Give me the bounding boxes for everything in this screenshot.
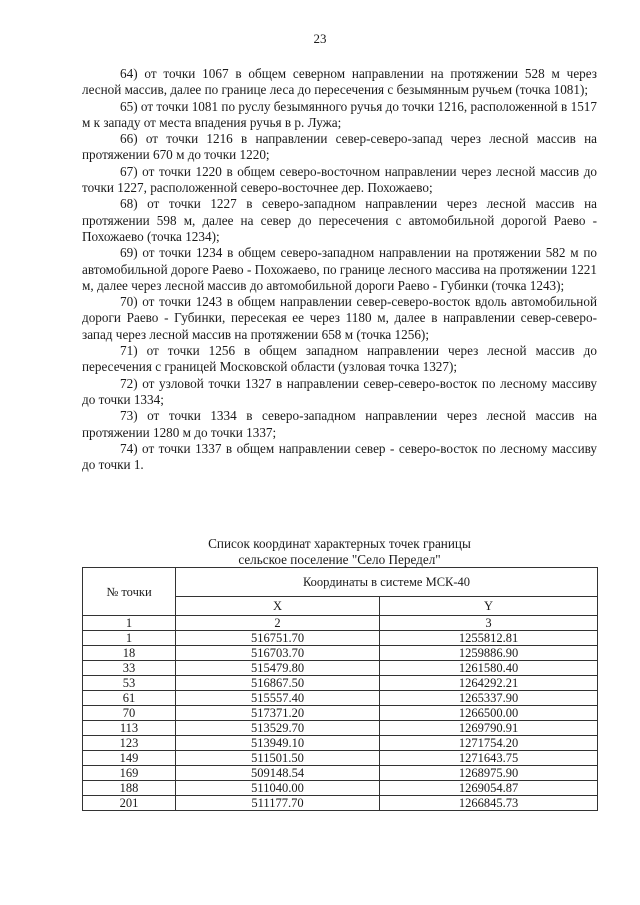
y-cell: 1269054.87: [380, 781, 598, 796]
header-point-number: № точки: [83, 568, 176, 616]
x-cell: 511040.00: [176, 781, 380, 796]
y-cell: 1255812.81: [380, 631, 598, 646]
x-cell: 515557.40: [176, 691, 380, 706]
table-row: [83, 796, 598, 811]
header-x: X: [176, 597, 380, 616]
point-cell: 1: [83, 631, 176, 646]
coordinates-table: [82, 567, 598, 811]
table-row: [83, 736, 598, 751]
table-row: [83, 721, 598, 736]
table-row: [83, 676, 598, 691]
point-cell: 61: [83, 691, 176, 706]
x-cell: 513949.10: [176, 736, 380, 751]
y-cell: 1264292.21: [380, 676, 598, 691]
table-row: [83, 631, 598, 646]
paragraph: 73) от точки 1334 в северо-западном направлении через лесной массив на протяжении 1280 м до точки 1337;: [82, 408, 597, 440]
x-cell: 511177.70: [176, 796, 380, 811]
paragraph: 72) от узловой точки 1327 в направлении север-северо-восток по лесному массиву до точки 1334;: [82, 375, 597, 407]
x-cell: 517371.20: [176, 706, 380, 721]
index-cell: 3: [380, 616, 598, 631]
y-cell: 1271643.75: [380, 751, 598, 766]
paragraph: 68) от точки 1227 в северо-западном направлении через лесной массив на протяжении 598 м, далее на север до пересечения с автомобильной дорогой Раево - Похожаево (точка 1234);: [82, 196, 597, 244]
caption-line: сельское поселение "Село Передел": [238, 552, 441, 567]
header-y: Y: [380, 597, 598, 616]
paragraph: 65) от точки 1081 по руслу безымянного ручья до точки 1216, расположенной в 1517 м к западу от места впадения ручья в р. Лужа;: [82, 98, 597, 130]
point-cell: 70: [83, 706, 176, 721]
x-cell: 516703.70: [176, 646, 380, 661]
y-cell: 1266845.73: [380, 796, 598, 811]
point-cell: 53: [83, 676, 176, 691]
point-cell: 113: [83, 721, 176, 736]
point-cell: 149: [83, 751, 176, 766]
x-cell: 511501.50: [176, 751, 380, 766]
table-row: [83, 646, 598, 661]
table-caption: [82, 536, 597, 568]
paragraph: 74) от точки 1337 в общем направлении север - северо-восток по лесному массиву до точки 1.: [82, 440, 597, 473]
y-cell: 1271754.20: [380, 736, 598, 751]
y-cell: 1266500.00: [380, 706, 598, 721]
y-cell: 1269790.91: [380, 721, 598, 736]
x-cell: 513529.70: [176, 721, 380, 736]
table-row: [83, 781, 598, 796]
table-row: [83, 706, 598, 721]
boundary-description: [82, 66, 597, 473]
table-row: [83, 751, 598, 766]
table-row: [83, 661, 598, 676]
paragraph: 66) от точки 1216 в направлении север-северо-запад через лесной массив на протяжении 670 м до точки 1220;: [82, 131, 597, 163]
point-cell: 201: [83, 796, 176, 811]
paragraph: 67) от точки 1220 в общем северо-восточном направлении через лесной массив до точки 1227, расположенной северо-восточнее дер. Похожаево;: [82, 163, 597, 196]
paragraph: 70) от точки 1243 в общем направлении север-северо-восток вдоль автомобильной дороги Раево - Губинки, пересекая ее через 1180 м, далее в направлении север-северо-запад через лесной массив на протяжении 658 м (точка 1256);: [82, 294, 597, 342]
y-cell: 1265337.90: [380, 691, 598, 706]
x-cell: 516867.50: [176, 676, 380, 691]
point-cell: 169: [83, 766, 176, 781]
page-number: 23: [313, 31, 327, 46]
point-cell: 18: [83, 646, 176, 661]
header-coordinate-system: Координаты в системе МСК-40: [176, 568, 598, 597]
index-cell: 1: [83, 616, 176, 631]
point-cell: 33: [83, 661, 176, 676]
y-cell: 1268975.90: [380, 766, 598, 781]
point-cell: 188: [83, 781, 176, 796]
point-cell: 123: [83, 736, 176, 751]
table-row: [83, 766, 598, 781]
paragraph: 64) от точки 1067 в общем северном направлении на протяжении 528 м через лесной массив, далее по границе леса до пересечения с безымянным ручьем (точка 1081);: [82, 66, 597, 98]
table-row: [83, 691, 598, 706]
x-cell: 515479.80: [176, 661, 380, 676]
paragraph: 71) от точки 1256 в общем западном направлении через лесной массив до пересечения с границей Московской области (узловая точка 1327);: [82, 343, 597, 375]
index-cell: 2: [176, 616, 380, 631]
x-cell: 516751.70: [176, 631, 380, 646]
y-cell: 1261580.40: [380, 661, 598, 676]
paragraph: 69) от точки 1234 в общем северо-западном направлении на протяжении 582 м по автомобильной дороге Раево - Похожаево, по границе лесного массива на протяжении 1221 м, далее через лесной массив до автомобильной дороги Раево - Губинки (точка 1243);: [82, 245, 597, 293]
caption-line: Список координат характерных точек границы: [208, 536, 471, 551]
y-cell: 1259886.90: [380, 646, 598, 661]
x-cell: 509148.54: [176, 766, 380, 781]
